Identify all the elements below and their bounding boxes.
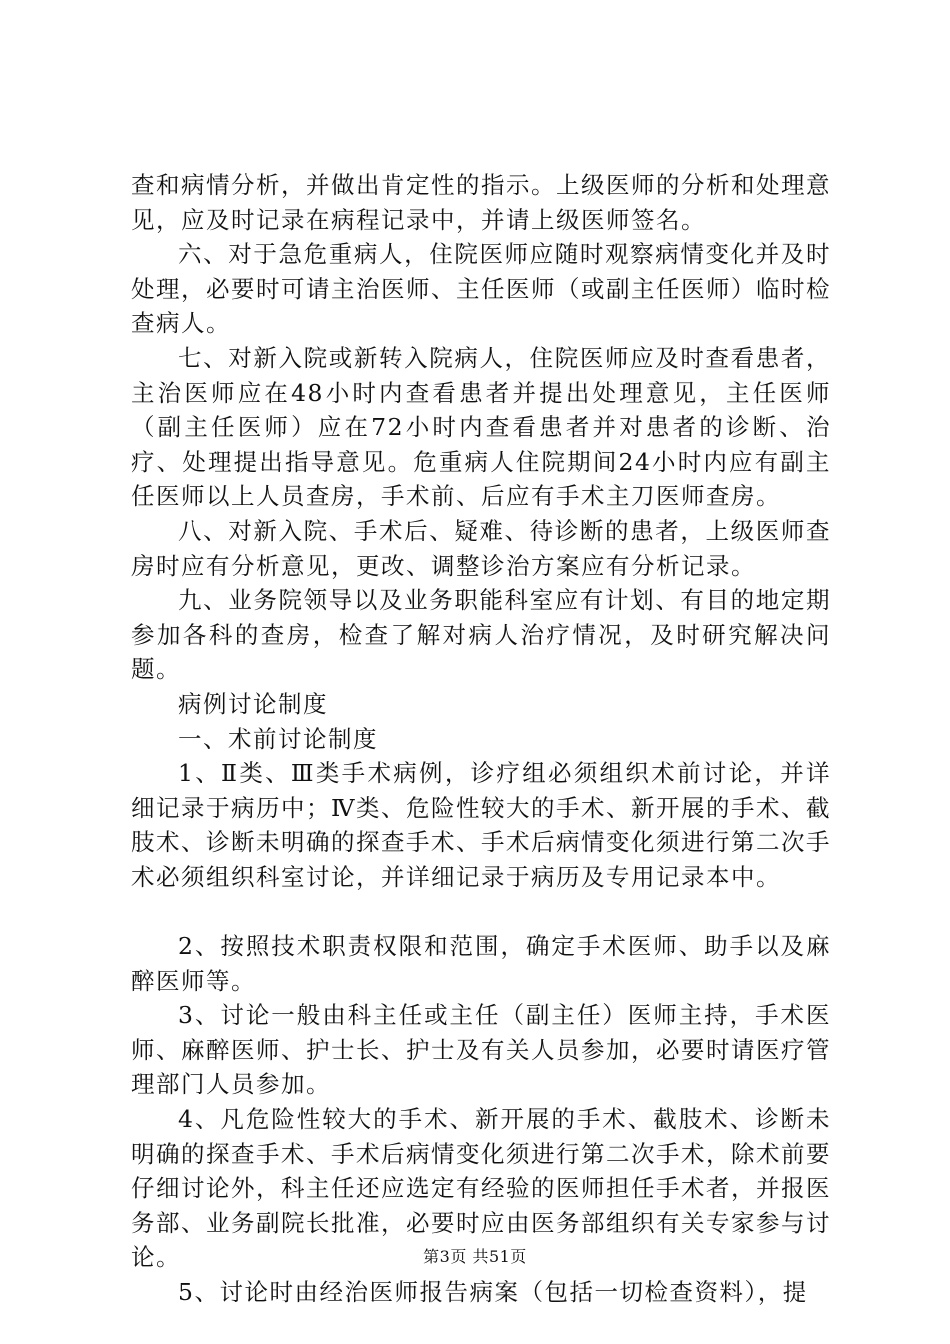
paragraph-item-7: 七、对新入院或新转入院病人，住院医师应及时查看患者，主治医师应在48小时内查看患者并提出处理意见，主任医师（副主任医师）应在72小时内查看患者并对患者的诊断、治疗、处理提出指导意见。危重病人住院期间24小时内应有副主任医师以上人员查房，手术前、后应有手术主刀医师查房。 (131, 343, 831, 511)
paragraph-rule-5: 5、讨论时由经治医师报告病案（包括一切检查资料），提 (178, 1278, 808, 1306)
paragraph-rule-4: 4、凡危险性较大的手术、新开展的手术、截肢术、诊断未明确的探查手术、手术后病情变化须进行第二次手术，除术前要仔细讨论外，科主任还应选定有经验的医师担任手术者，并报医务部、业务副院长批准，必要时应由医务部组织有关专家参与讨论。 (131, 1105, 831, 1272)
paragraph-item-9: 九、业务院领导以及业务职能科室应有计划、有目的地定期参加各科的查房，检查了解对病人治疗情况，及时研究解决问题。 (131, 586, 831, 684)
paragraph-rule-2: 2、按照技术职责权限和范围，确定手术医师、助手以及麻醉医师等。 (131, 932, 831, 995)
paragraph-rule-3: 3、讨论一般由科主任或主任（副主任）医师主持，手术医师、麻醉医师、护士长、护士及有关人员参加，必要时请医疗管理部门人员参加。 (131, 1001, 831, 1099)
paragraph-rule-1: 1、Ⅱ类、Ⅲ类手术病例，诊疗组必须组织术前讨论，并详细记录于病历中；Ⅳ类、危险性较大的手术、新开展的手术、截肢术、诊断未明确的探查手术、手术后病情变化须进行第二次手术必须组织科室讨论，并详细记录于病历及专用记录本中。 (131, 759, 831, 891)
subsection-heading-preop: 一、术前讨论制度 (178, 724, 378, 753)
page-footer: 第3页 共51页 (423, 1247, 527, 1266)
paragraph-item-6: 六、对于急危重病人，住院医师应随时观察病情变化并及时处理，必要时可请主治医师、主任医师（或副主任医师）临时检查病人。 (131, 240, 831, 338)
section-heading-case-discussion: 病例讨论制度 (178, 689, 328, 718)
paragraph-continued: 查和病情分析，并做出肯定性的指示。上级医师的分析和处理意见，应及时记录在病程记录中，并请上级医师签名。 (131, 171, 831, 234)
document-body (131, 168, 831, 1310)
paragraph-item-8: 八、对新入院、手术后、疑难、待诊断的患者，上级医师查房时应有分析意见，更改、调整诊治方案应有分析记录。 (131, 516, 831, 580)
